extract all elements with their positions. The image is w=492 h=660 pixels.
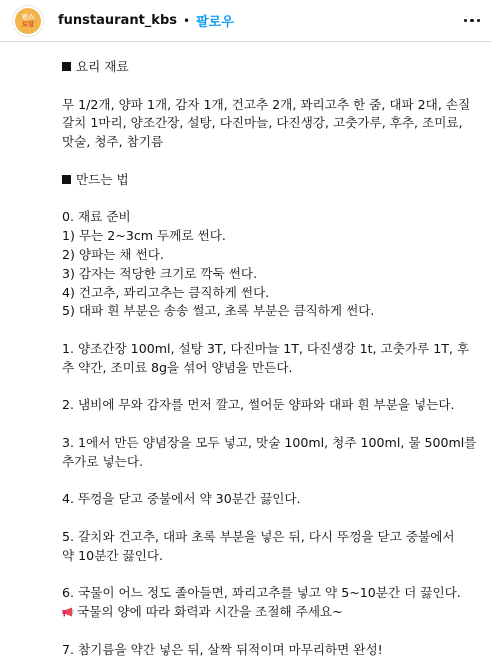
black-square-icon (62, 62, 71, 71)
step-line: 2. 냄비에 무와 감자를 먼저 깔고, 썰어둔 양파와 대파 흰 부분을 넣는다. (62, 397, 455, 413)
step-line: 6. 국물이 어느 정도 졸아들면, 꽈리고추를 넣고 약 5~10분간 더 끓인다. (62, 585, 461, 601)
post-caption (62, 58, 480, 660)
section-title-text: 만드는 법 (76, 171, 129, 187)
ingredients-line: 무 1/2개, 양파 1개, 감자 1개, 건고추 2개, 꽈리고추 한 줌, 대파 2대, 손질 (62, 96, 471, 112)
step-line: 1. 양조간장 100ml, 설탕 3T, 다진마늘 1T, 다진생강 1t, 고춧가루 1T, 후 (62, 340, 470, 356)
follow-button[interactable]: 팔로우 (196, 15, 234, 30)
section-title-text: 요리 재료 (76, 59, 129, 74)
tip-line (62, 603, 480, 622)
prep-line: 0. 재료 준비 (62, 209, 131, 225)
post-header (0, 0, 492, 42)
step-line: 추 약간, 조미료 8g을 섞어 양념을 만든다. (62, 359, 293, 375)
avatar-logo (15, 8, 41, 34)
megaphone-icon (62, 607, 76, 617)
step-line: 약 10분간 끓인다. (62, 547, 164, 563)
more-options-button[interactable] (462, 13, 483, 29)
step-line: 7. 참기름을 약간 넣은 뒤, 살짝 뒤적이며 마무리하면 완성! (62, 641, 383, 657)
username-link[interactable]: funstaurant_kbs (58, 13, 177, 28)
prep-line: 3) 감자는 적당한 크기로 깍둑 썬다. (62, 265, 258, 281)
avatar-logo-text-bottom: 토랑 (21, 19, 35, 28)
step-line: 3. 1에서 만든 양념장을 모두 넣고, 맛술 100ml, 청주 100ml, 물 500ml를 (62, 434, 477, 450)
step-line: 5. 갈치와 건고추, 대파 초록 부분을 넣은 뒤, 다시 뚜껑을 닫고 중불에서 (62, 528, 455, 544)
step-line: 추가로 넣는다. (62, 453, 143, 469)
tip-text: 국물의 양에 따라 화력과 시간을 조절해 주세요~ (77, 604, 343, 620)
more-horizontal-icon (477, 19, 481, 23)
more-horizontal-icon (464, 19, 468, 23)
prep-line: 2) 양파는 채 썬다. (62, 246, 164, 262)
step-line: 4. 뚜껑을 닫고 중불에서 약 30분간 끓인다. (62, 491, 301, 507)
black-square-icon (62, 175, 71, 184)
more-horizontal-icon (470, 19, 474, 23)
avatar[interactable] (12, 5, 44, 37)
prep-line: 1) 무는 2~3cm 두께로 썬다. (62, 228, 226, 244)
ingredients-line: 갈치 1마리, 양조간장, 설탕, 다진마늘, 다진생강, 고춧가루, 후추, 조미료, (62, 115, 463, 131)
ingredients-line: 맛술, 청주, 참기름 (62, 134, 164, 150)
prep-line: 5) 대파 흰 부분은 송송 썰고, 초록 부분은 큼직하게 썬다. (62, 303, 375, 319)
prep-line: 4) 건고추, 꽈리고추는 큼직하게 썬다. (62, 284, 270, 300)
section-title-method (62, 171, 480, 190)
separator-dot: • (183, 13, 191, 28)
avatar-logo-text-top: 펀스 (21, 12, 35, 21)
section-title-ingredients (62, 58, 480, 77)
